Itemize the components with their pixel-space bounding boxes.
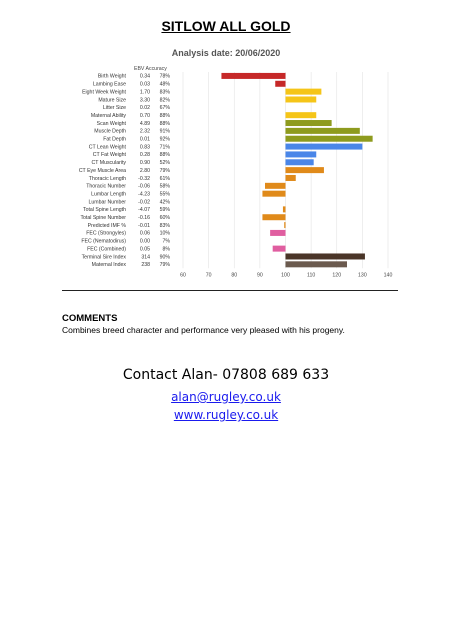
accuracy-value: 67% xyxy=(159,105,170,112)
trait-label: Predicted IMF % xyxy=(87,222,126,229)
divider-line xyxy=(62,290,398,291)
chart-bar xyxy=(286,175,296,181)
ebv-value: -0.32 xyxy=(138,175,150,182)
chart-bar xyxy=(221,73,285,79)
x-tick-label: 140 xyxy=(383,272,393,279)
accuracy-value: 8% xyxy=(162,246,170,253)
ebv-value: 0.34 xyxy=(139,73,150,80)
accuracy-value: 78% xyxy=(159,73,170,80)
trait-label: Mature Size xyxy=(98,97,126,104)
accuracy-value: 55% xyxy=(159,191,170,198)
accuracy-value: 90% xyxy=(159,254,170,261)
accuracy-value: 48% xyxy=(159,81,170,88)
chart-bar xyxy=(286,144,363,150)
trait-label: Lambing Ease xyxy=(92,81,126,88)
accuracy-value: 10% xyxy=(159,230,170,237)
ebv-value: 0.83 xyxy=(139,144,150,151)
accuracy-value: 42% xyxy=(159,199,170,206)
trait-label: Birth Weight xyxy=(97,73,126,80)
comments-text: Combines breed character and performance very pleased with his progeny. xyxy=(62,325,345,335)
chart-bar xyxy=(286,120,332,126)
email-link[interactable]: alan@rugley.co.uk xyxy=(171,390,281,404)
chart-bar xyxy=(270,230,285,236)
accuracy-value: 58% xyxy=(159,183,170,190)
x-tick-label: 110 xyxy=(306,272,316,279)
ebv-value: 3.30 xyxy=(139,97,150,104)
chart-bar xyxy=(286,253,365,259)
trait-label: Lumbar Number xyxy=(88,199,126,206)
ebv-value: 0.05 xyxy=(139,246,150,253)
x-tick-label: 100 xyxy=(281,272,290,279)
x-tick-label: 80 xyxy=(231,272,238,279)
ebv-value: -4.23 xyxy=(138,191,150,198)
ebv-value: -4.07 xyxy=(138,207,150,214)
accuracy-value: 88% xyxy=(159,152,170,159)
trait-label: Thoracic Length xyxy=(88,175,126,182)
trait-label: Total Spine Number xyxy=(80,215,126,222)
ebv-value: -0.06 xyxy=(138,183,150,190)
trait-label: FEC (Strongyles) xyxy=(86,230,126,237)
page-title: SITLOW ALL GOLD xyxy=(161,18,291,34)
x-tick-label: 70 xyxy=(205,272,212,279)
accuracy-value: 82% xyxy=(159,97,170,104)
ebv-value: 2.80 xyxy=(139,167,150,174)
chart-bar xyxy=(265,183,286,189)
trait-label: Terminal Sire Index xyxy=(81,254,126,261)
trait-label: CT Lean Weight xyxy=(88,144,126,151)
ebv-value: 0.28 xyxy=(139,152,150,159)
ebv-value: 0.00 xyxy=(139,238,150,245)
trait-label: Litter Size xyxy=(102,105,126,112)
trait-label: Lumbar Length xyxy=(91,191,126,198)
ebv-value: 0.06 xyxy=(139,230,150,237)
accuracy-value: 60% xyxy=(159,215,170,222)
trait-label: Scan Weight xyxy=(96,120,126,127)
trait-label: Thoracic Number xyxy=(86,183,126,190)
x-tick-label: 60 xyxy=(180,272,186,279)
accuracy-value: 71% xyxy=(159,144,170,151)
accuracy-value: 83% xyxy=(159,222,170,229)
trait-label: Maternal Ability xyxy=(90,112,126,119)
ebv-value: 4.89 xyxy=(139,120,150,127)
ebv-value: -0.01 xyxy=(138,222,150,229)
comments-heading: COMMENTS xyxy=(62,313,118,324)
accuracy-value: 91% xyxy=(159,128,170,135)
chart-bar xyxy=(273,246,286,252)
accuracy-value: 92% xyxy=(159,136,170,143)
trait-label: CT Muscularity xyxy=(91,160,126,167)
chart-bar xyxy=(262,191,285,197)
chart-bar xyxy=(286,96,317,102)
chart-bar xyxy=(286,112,317,118)
chart-bar xyxy=(262,214,285,220)
ebv-value: 314 xyxy=(141,254,150,261)
chart-bar xyxy=(286,151,317,157)
accuracy-value: 88% xyxy=(159,120,170,127)
chart-bar xyxy=(275,81,285,87)
ebv-value: 0.03 xyxy=(139,81,150,88)
ebv-column-header: EBV Accuracy xyxy=(134,66,167,72)
ebv-value: 2.32 xyxy=(139,128,150,135)
chart-bar xyxy=(286,89,322,95)
trait-label: FEC (Nematodirus) xyxy=(81,238,126,245)
accuracy-value: 52% xyxy=(159,160,170,167)
chart-bar xyxy=(284,222,285,228)
chart-bar xyxy=(286,128,360,134)
trait-label: Total Spine Length xyxy=(83,207,126,214)
ebv-bar-chart xyxy=(60,62,400,287)
accuracy-value: 79% xyxy=(159,262,170,269)
trait-label: Muscle Depth xyxy=(94,128,126,135)
trait-label: CT Eye Muscle Area xyxy=(78,167,126,174)
x-tick-label: 130 xyxy=(358,272,367,279)
website-link[interactable]: www.rugley.co.uk xyxy=(173,408,279,422)
contact-line: Contact Alan- 07808 689 633 xyxy=(122,367,330,383)
x-tick-label: 120 xyxy=(332,272,342,279)
chart-bar xyxy=(286,167,324,173)
chart-bar xyxy=(286,159,314,165)
accuracy-value: 61% xyxy=(159,175,170,182)
chart-bar xyxy=(286,261,348,267)
ebv-value: 0.02 xyxy=(139,105,150,112)
ebv-value: -0.02 xyxy=(138,199,150,206)
accuracy-value: 88% xyxy=(159,112,170,119)
chart-bar xyxy=(286,136,373,142)
ebv-value: 238 xyxy=(141,262,150,269)
accuracy-value: 7% xyxy=(162,238,170,245)
ebv-value: 1.70 xyxy=(139,89,150,96)
trait-label: Maternal Index xyxy=(91,262,126,269)
ebv-value: -0.16 xyxy=(138,215,150,222)
trait-label: CT Fat Weight xyxy=(92,152,126,159)
accuracy-value: 79% xyxy=(159,167,170,174)
analysis-date: Analysis date: 20/06/2020 xyxy=(171,48,281,58)
trait-label: Eight Week Weight xyxy=(82,89,126,96)
trait-label: FEC (Combined) xyxy=(87,246,126,253)
accuracy-value: 59% xyxy=(159,207,170,214)
ebv-value: 0.90 xyxy=(139,160,150,167)
accuracy-value: 83% xyxy=(159,89,170,96)
x-tick-label: 90 xyxy=(256,272,263,279)
ebv-value: 0.70 xyxy=(139,112,150,119)
ebv-value: 0.01 xyxy=(139,136,150,143)
trait-label: Fat Depth xyxy=(103,136,126,143)
chart-bar xyxy=(283,206,286,212)
